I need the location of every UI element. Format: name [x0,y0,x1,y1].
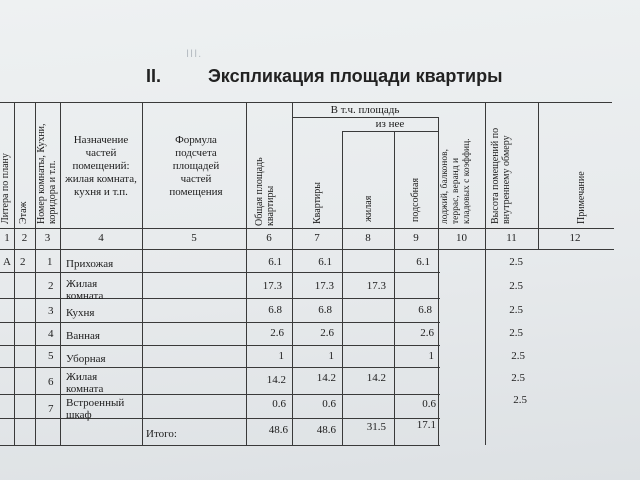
bleed-through-text: III. [186,48,268,60]
row-litera: А [3,256,11,268]
row-number: 2 [48,280,54,292]
row-total-area: 2.6 [270,327,284,339]
row-flat-area: 6.8 [318,304,332,316]
row-flat-area: 17.3 [314,280,334,292]
row-aux-area: 0.6 [422,398,436,410]
table-top-border [0,102,612,103]
row-height: 2.5 [509,327,523,339]
row-number: 4 [48,328,54,340]
row-number: 5 [48,350,54,362]
header-incl-area: В т.ч. площадь [330,104,400,116]
col-number: 10 [456,232,467,244]
row-flat-area: 2.6 [320,327,334,339]
row-line [0,272,440,273]
row-total-area: 1 [278,350,284,362]
section-number: II. [146,66,162,86]
col-line [142,102,143,445]
table-bottom-border [0,445,440,446]
row-aux-area: 6.8 [418,304,432,316]
col-number: 1 [4,232,10,244]
row-aux-area: 1 [428,350,434,362]
header-litera: Литера по плану [0,153,11,224]
totals-living-area: 31.5 [366,421,386,433]
header-bottom-border [0,228,614,229]
header-formula: Формула подсчета площадей частей помещения [169,134,223,198]
row-purpose: Ванная [66,330,100,342]
col-number: 8 [365,232,371,244]
row-line [0,345,440,346]
row-line [0,322,440,323]
col-number: 7 [314,232,320,244]
row-flat-area: 6.1 [318,256,332,268]
col-line [438,117,439,445]
totals-total-area: 48.6 [268,424,288,436]
col-number: 5 [191,232,197,244]
header-living: жилая [363,195,374,222]
row-flat-area: 1 [328,350,334,362]
row-purpose: Уборная [66,353,106,365]
of-which-divider [342,131,438,132]
row-height: 2.5 [509,280,523,292]
header-note: Примечание [576,171,587,224]
col-line [292,102,293,445]
totals-label: Итого: [146,428,177,440]
col-number: 11 [506,232,517,244]
row-purpose: Жилая комната [66,371,104,395]
col-number: 3 [44,232,51,244]
header-flats: Квартиры [312,181,323,224]
row-height: 2.5 [513,394,527,406]
col-line [538,102,539,249]
section-title: Экспликация площади квартиры [208,66,503,86]
header-aux: подсобная [410,177,421,222]
row-line [0,367,440,368]
header-loggias: лоджий, балконов, террас, веранд и кладовых с коэффиц. [440,138,472,224]
header-room-number: Номер комнаты, Кухни, коридора и т.п. [36,123,58,224]
row-aux-area: 2.6 [420,327,434,339]
row-aux-area: 6.1 [416,256,430,268]
col-line [246,102,247,445]
totals-flat-area: 48.6 [316,424,336,436]
row-purpose: Прихожая [66,258,114,270]
row-total-area: 6.8 [268,304,282,316]
col-number: 12 [569,232,581,244]
col-number: 2 [21,232,28,244]
col-number: 9 [413,232,419,244]
header-height: Высота помещений по внутреннему обмеру [490,127,512,224]
row-living-area: 17.3 [366,280,386,292]
row-number: 6 [48,376,54,388]
col-number: 4 [98,232,104,244]
header-floor: Этаж [18,201,29,224]
row-purpose: Кухня [66,307,95,319]
row-flat-area: 14.2 [316,372,336,384]
row-total-area: 17.3 [262,280,282,292]
col-line [14,102,15,445]
row-number: 1 [47,256,53,268]
row-height: 2.5 [511,372,525,384]
row-living-area: 14.2 [366,372,386,384]
row-flat-area: 0.6 [322,398,336,410]
col-line [60,102,61,445]
header-total-area: Общая площадь квартиры [254,157,276,226]
row-number: 7 [48,403,54,415]
header-purpose: Назначение частей помещений: жилая комната, кухня и т.п. [65,134,137,198]
row-floor: 2 [20,256,26,268]
row-purpose: Жилая комната [66,278,104,302]
row-height: 2.5 [509,304,523,316]
row-number: 3 [48,305,54,317]
row-height: 2.5 [511,350,525,362]
row-total-area: 14.2 [266,374,286,386]
row-total-area: 6.1 [268,256,282,268]
totals-aux-area: 17.1 [416,419,436,431]
row-total-area: 0.6 [272,398,286,410]
header-of-which: из нее [375,118,405,130]
col-number: 6 [266,232,272,244]
row-height: 2.5 [509,256,523,268]
row-purpose: Встроенный шкаф [66,397,125,421]
col-numbers-bottom-border [0,249,614,250]
